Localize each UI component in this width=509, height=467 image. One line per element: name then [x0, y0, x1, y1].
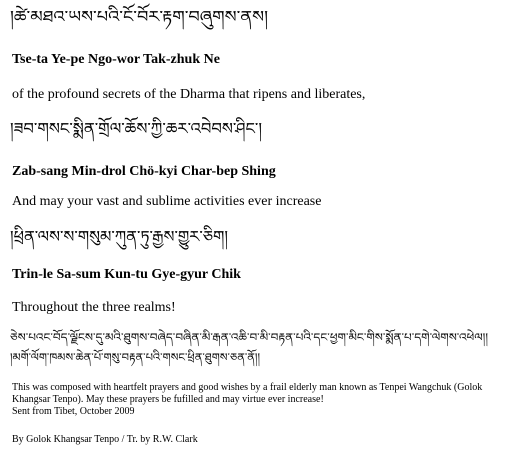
verse-3-translation: Throughout the three realms!: [12, 300, 176, 315]
svg-text:།ཕྲིན་ལས་ས་གསུམ་ཀུན་ཏུ་རྒྱས་གྱ: །ཕྲིན་ལས་ས་གསུམ་ཀུན་ཏུ་རྒྱས་གྱུར་ཅིག།: [10, 227, 226, 246]
verse-2-tibetan: [10, 114, 500, 142]
verse-3-transliteration: Trin-le Sa-sum Kun-tu Gye-gyur Chik: [12, 267, 241, 282]
verse-2-transliteration: Zab-sang Min-drol Chö-kyi Char-bep Shing: [12, 164, 276, 179]
verse-1-translation: of the profound secrets of the Dharma that ripens and liberates,: [12, 87, 366, 102]
colophon-note-line-1: This was composed with heartfelt prayers and good wishes by a frail elderly man known as Tenpei Wangchuk (Golok: [12, 382, 483, 393]
colophon-note-line-3: Sent from Tibet, October 2009: [12, 406, 135, 417]
colophon-tibetan-line-2: [10, 347, 500, 367]
svg-text:ཅེས་པའང་བོད་ལྗོངས་དུ་མའི་ཐུགས་: ཅེས་པའང་བོད་ལྗོངས་དུ་མའི་ཐུགས་བཞེད་བཞིན་མི་རྒན་འཆི་བ་མི་བརྟན་པའི་དང་ཕྱག་མིང་གིས་སྨོན་པ་དགེ་ལེགས་འཕེལ།།: [10, 331, 449, 344]
verse-3-tibetan: [10, 222, 500, 250]
svg-text:།མགོ་ལོག་ཁམས་ཆེན་པོ་གསུ་བརྟན་པ: །མགོ་ལོག་ཁམས་ཆེན་པོ་གསུ་བརྟན་པའི་གསང་ཕྲིན་ཐུགས་ཅན་ནོ།།: [10, 351, 250, 364]
verse-1-transliteration: Tse-ta Ye-pe Ngo-wor Tak-zhuk Ne: [12, 52, 220, 67]
verse-1-tibetan: [10, 2, 500, 30]
author-credit: By Golok Khangsar Tenpo / Tr. by R.W. Clark: [12, 434, 198, 445]
colophon-note-line-2: Khangsar Tenpo). May these prayers be fufilled and may virtue ever increase!: [12, 394, 324, 405]
svg-text:།ཚེ་མཐའ་ཡས་པའི་ངོ་བོར་རྟག་བཞུག: །ཚེ་མཐའ་ཡས་པའི་ངོ་བོར་རྟག་བཞུགས་ནས།: [10, 7, 244, 26]
verse-2-translation: And may your vast and sublime activities ever increase: [12, 194, 322, 209]
colophon-note: [12, 382, 502, 418]
svg-text:།ཟབ་གསང་སྨིན་གྲོལ་ཆོས་ཀྱི་ཆར་འ: །ཟབ་གསང་སྨིན་གྲོལ་ཆོས་ཀྱི་ཆར་འབེབས་ཤིང་།: [10, 119, 257, 138]
colophon-tibetan-line-1: [10, 327, 500, 347]
